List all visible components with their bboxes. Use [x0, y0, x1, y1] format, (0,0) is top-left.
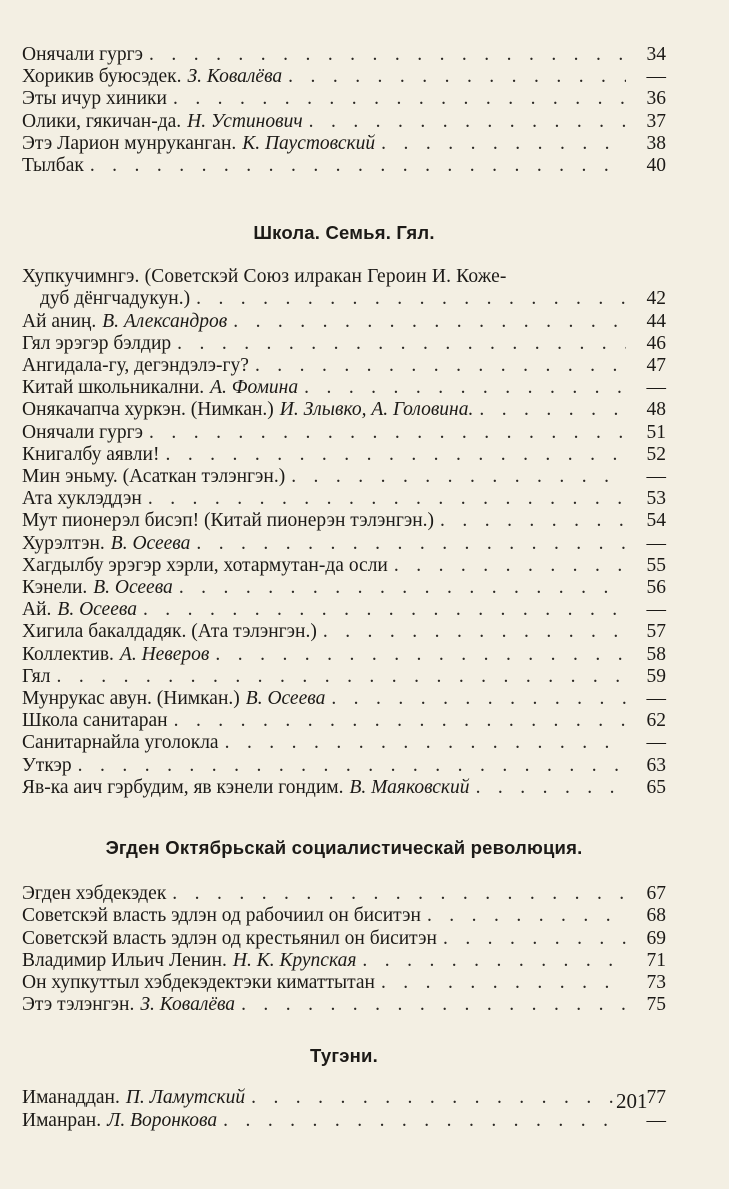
leader-dots	[143, 599, 626, 621]
toc-entry-title: Онякачапча хуркэн. (Нимкан.)	[22, 399, 274, 421]
toc-entry-title: Уткэр	[22, 754, 72, 776]
leader-dots	[476, 777, 626, 799]
toc-entry-title: Ай.	[22, 599, 52, 621]
toc-page-number: 54	[646, 510, 666, 532]
leader-dots	[233, 311, 626, 333]
toc-entry-author: П. Ламутский	[125, 1087, 246, 1109]
toc-entry-title: Хигила бакалдадяк. (Ата тэлэнгэн.)	[22, 621, 317, 643]
toc-page-number: 58	[646, 643, 666, 665]
toc-entry-title: Санитарнайла уголокла	[22, 732, 219, 754]
toc-entry-title: Мут пионерэл бисэп! (Китай пионерэн тэлэнгэн.)	[22, 510, 435, 532]
leader-dots	[394, 555, 626, 577]
toc-entry	[22, 644, 666, 666]
toc-entry	[22, 905, 666, 927]
leader-dots	[381, 133, 626, 155]
toc-entry-author: З. Ковалёва	[140, 994, 236, 1016]
toc-entry	[22, 883, 666, 905]
toc-page-number: 42	[646, 288, 666, 310]
toc-entry-title: Хурэлтэн.	[22, 532, 105, 554]
toc-entry-title: Коллектив.	[22, 643, 114, 665]
toc-entry-title: Хорикив буюсэдек.	[22, 66, 182, 88]
toc-entry	[22, 133, 666, 155]
toc-entry	[22, 44, 666, 66]
leader-dots	[291, 466, 626, 488]
toc-page-number: —	[646, 532, 666, 554]
toc-page-number: —	[646, 377, 666, 399]
toc-entry-title: Ангидала-гу, дегэндэлэ-гу?	[22, 355, 249, 377]
toc-entry-title: Ай аниң.	[22, 310, 97, 332]
toc-entry-title: Гял эрэгэр бэлдир	[22, 332, 172, 354]
toc-entry	[22, 1087, 666, 1109]
leader-dots	[78, 755, 626, 777]
toc-entry	[22, 1110, 666, 1132]
toc-entry	[22, 994, 666, 1016]
toc-entry-author: Н. Устинович	[187, 110, 303, 132]
toc-entry	[22, 422, 666, 444]
toc-entry-author: А. Неверов	[119, 643, 210, 665]
toc-page-number: 36	[646, 88, 666, 110]
toc-entry-title: Яв-ка аич гэрбудим, яв кэнели гондим.	[22, 776, 344, 798]
toc-entry-title: Советскэй власть эдлэн од крестьянил он биситэн	[22, 927, 437, 949]
toc-entry	[22, 377, 666, 399]
toc-entry-title: Школа санитаран	[22, 710, 168, 732]
toc-entry-title: Олики, гякичан-да.	[22, 110, 182, 132]
toc-entry-author: В. Осеева	[57, 599, 137, 621]
toc-entry	[22, 533, 666, 555]
leader-dots	[381, 972, 626, 994]
leader-dots	[223, 1110, 626, 1132]
toc-entry-author: А. Фомина	[210, 377, 299, 399]
section-heading-revolution: Эгден Октябрьскай социалистическай революция.	[105, 837, 583, 859]
toc-page-number: 77	[646, 1087, 666, 1109]
leader-dots	[362, 950, 626, 972]
leader-dots	[165, 444, 626, 466]
toc-entry	[22, 444, 666, 466]
toc-entry-author: В. Осеева	[245, 688, 326, 710]
toc-page-number: 51	[646, 421, 666, 443]
toc-entry	[22, 555, 666, 577]
toc-entry-title: Онячали гургэ	[22, 421, 144, 443]
toc-page-number: 37	[646, 110, 666, 132]
toc-page-number: 34	[646, 44, 666, 65]
toc-entry-title: Советскэй власть эдлэн од рабочиил он биситэн	[22, 905, 421, 927]
toc-entry-title: Владимир Ильич Ленин.	[22, 949, 227, 971]
toc-page-number: 63	[646, 754, 666, 776]
toc-entry-title: Он хупкуттыл хэбдекэдектэки киматтытан	[22, 971, 375, 993]
toc-page-number: 56	[646, 577, 666, 599]
toc-page-number: —	[646, 466, 666, 488]
toc-entry	[22, 621, 666, 643]
toc-page-number: 52	[646, 443, 666, 465]
toc-entry-title: Эты ичур хиники	[22, 88, 167, 110]
section-heading-school: Школа. Семья. Гял.	[253, 222, 435, 244]
toc-entry	[22, 333, 666, 355]
leader-dots	[215, 644, 626, 666]
leader-dots	[177, 333, 626, 355]
leader-dots	[173, 88, 626, 110]
toc-page-number: 68	[646, 905, 666, 927]
toc-page-number: 48	[646, 399, 666, 421]
leader-dots	[443, 928, 626, 950]
toc-entry-title: Мин эньму. (Асаткан тэлэнгэн.)	[22, 466, 286, 488]
leader-dots	[149, 44, 626, 66]
toc-entry-title: Ата хуклэддэн	[22, 488, 142, 510]
toc-entry	[22, 466, 666, 488]
leader-dots	[331, 688, 626, 710]
leader-dots	[309, 111, 626, 133]
toc-entry	[22, 710, 666, 732]
toc-entry	[22, 732, 666, 754]
toc-page-number: 44	[646, 310, 666, 332]
leader-dots	[57, 666, 626, 688]
toc-page-number: —	[646, 688, 666, 710]
toc-page-number: 55	[646, 554, 666, 576]
toc-page-number: 73	[646, 971, 666, 993]
toc-entry-title: Иманаддан.	[22, 1087, 120, 1109]
toc-entry-title: Этэ Ларион мунруканган.	[22, 132, 237, 154]
toc-entry-author: В. Осеева	[110, 532, 191, 554]
toc-page-number: —	[646, 66, 666, 88]
toc-entry	[22, 666, 666, 688]
toc-page-number: 57	[646, 621, 666, 643]
toc-entry-title-line1: Хупкучимнгэ. (Советскэй Союз илракан Героин И. Коже-	[22, 266, 507, 288]
leader-dots	[90, 155, 626, 177]
toc-entry-author: Л. Воронкова	[107, 1109, 218, 1131]
leader-dots	[196, 533, 626, 555]
table-of-contents	[22, 44, 666, 1132]
toc-page-number: 65	[646, 776, 666, 798]
toc-page-number: —	[646, 732, 666, 754]
toc-entry	[22, 577, 666, 599]
toc-entry-first	[22, 266, 666, 310]
toc-page-number: 71	[646, 949, 666, 971]
toc-entry-title: Китай школьникални.	[22, 377, 205, 399]
toc-entry	[22, 950, 666, 972]
leader-dots	[323, 621, 626, 643]
toc-entry-author: В. Александров	[102, 310, 228, 332]
toc-entry	[22, 155, 666, 177]
toc-page-number: —	[646, 599, 666, 621]
toc-entry	[22, 399, 666, 421]
leader-dots	[427, 905, 626, 927]
toc-page-number: 62	[646, 710, 666, 732]
toc-entry-title: Кэнели.	[22, 577, 88, 599]
leader-dots	[241, 994, 626, 1016]
toc-entry-author: И. Злывко, А. Головина.	[279, 399, 474, 421]
toc-page-number: 67	[646, 883, 666, 905]
toc-page-number: 59	[646, 665, 666, 687]
leader-dots	[172, 883, 626, 905]
toc-entry-title: Онячали гургэ	[22, 44, 144, 65]
toc-entry-author: К. Паустовский	[242, 132, 376, 154]
toc-entry-title: Этэ тэлэнгэн.	[22, 994, 135, 1016]
leader-dots	[196, 288, 626, 310]
toc-entry	[22, 972, 666, 994]
toc-entry-title: Книгалбу аявли!	[22, 443, 160, 465]
toc-group-revolution	[22, 883, 666, 1016]
toc-entry	[22, 111, 666, 133]
toc-page-number: 46	[646, 332, 666, 354]
toc-entry-author: З. Ковалёва	[187, 66, 283, 88]
toc-page-number: —	[646, 1109, 666, 1131]
toc-page-number: 40	[646, 155, 666, 177]
leader-dots	[479, 399, 626, 421]
toc-entry	[22, 88, 666, 110]
toc-entry	[22, 355, 666, 377]
leader-dots	[225, 732, 626, 754]
toc-entry	[22, 928, 666, 950]
toc-entry	[22, 311, 666, 333]
toc-entry-author: В. Маяковский	[349, 776, 470, 798]
leader-dots	[251, 1087, 626, 1109]
toc-group-tugeni	[22, 1087, 666, 1131]
toc-entry-title: Хагдылбу эрэгэр хэрли, хотармутан-да осли	[22, 554, 388, 576]
toc-entry-title: Эгден хэбдекэдек	[22, 883, 167, 905]
toc-page-number: 75	[646, 994, 666, 1016]
toc-entry-title: Иманран.	[22, 1109, 102, 1131]
toc-entry-title: Гял	[22, 665, 51, 687]
toc-page-number: 47	[646, 355, 666, 377]
leader-dots	[255, 355, 626, 377]
leader-dots	[179, 577, 626, 599]
leader-dots	[440, 510, 626, 532]
page-number: 201	[616, 1089, 648, 1113]
toc-entry	[22, 688, 666, 710]
toc-entry-author: Н. К. Крупская	[232, 949, 357, 971]
toc-entry	[22, 777, 666, 799]
leader-dots	[149, 422, 626, 444]
leader-dots	[148, 488, 626, 510]
toc-page-number: 53	[646, 488, 666, 510]
toc-entry-title-line2: дуб дёнгчадукун.)	[40, 288, 191, 310]
leader-dots	[304, 377, 626, 399]
toc-entry-title: Мунрукас авун. (Нимкан.)	[22, 688, 240, 710]
leader-dots	[174, 710, 626, 732]
leader-dots	[288, 66, 626, 88]
toc-page-number: 38	[646, 132, 666, 154]
toc-entry-title: Тылбак	[22, 155, 84, 177]
toc-entry	[22, 755, 666, 777]
section-heading-tugeni: Тугэни.	[310, 1045, 378, 1067]
toc-entry	[22, 488, 666, 510]
toc-entry	[22, 66, 666, 88]
toc-entry	[22, 599, 666, 621]
toc-entry-author: В. Осеева	[93, 577, 173, 599]
toc-group-1	[22, 44, 666, 177]
toc-page-number: 69	[646, 927, 666, 949]
toc-group-school	[22, 311, 666, 799]
toc-entry	[22, 510, 666, 532]
